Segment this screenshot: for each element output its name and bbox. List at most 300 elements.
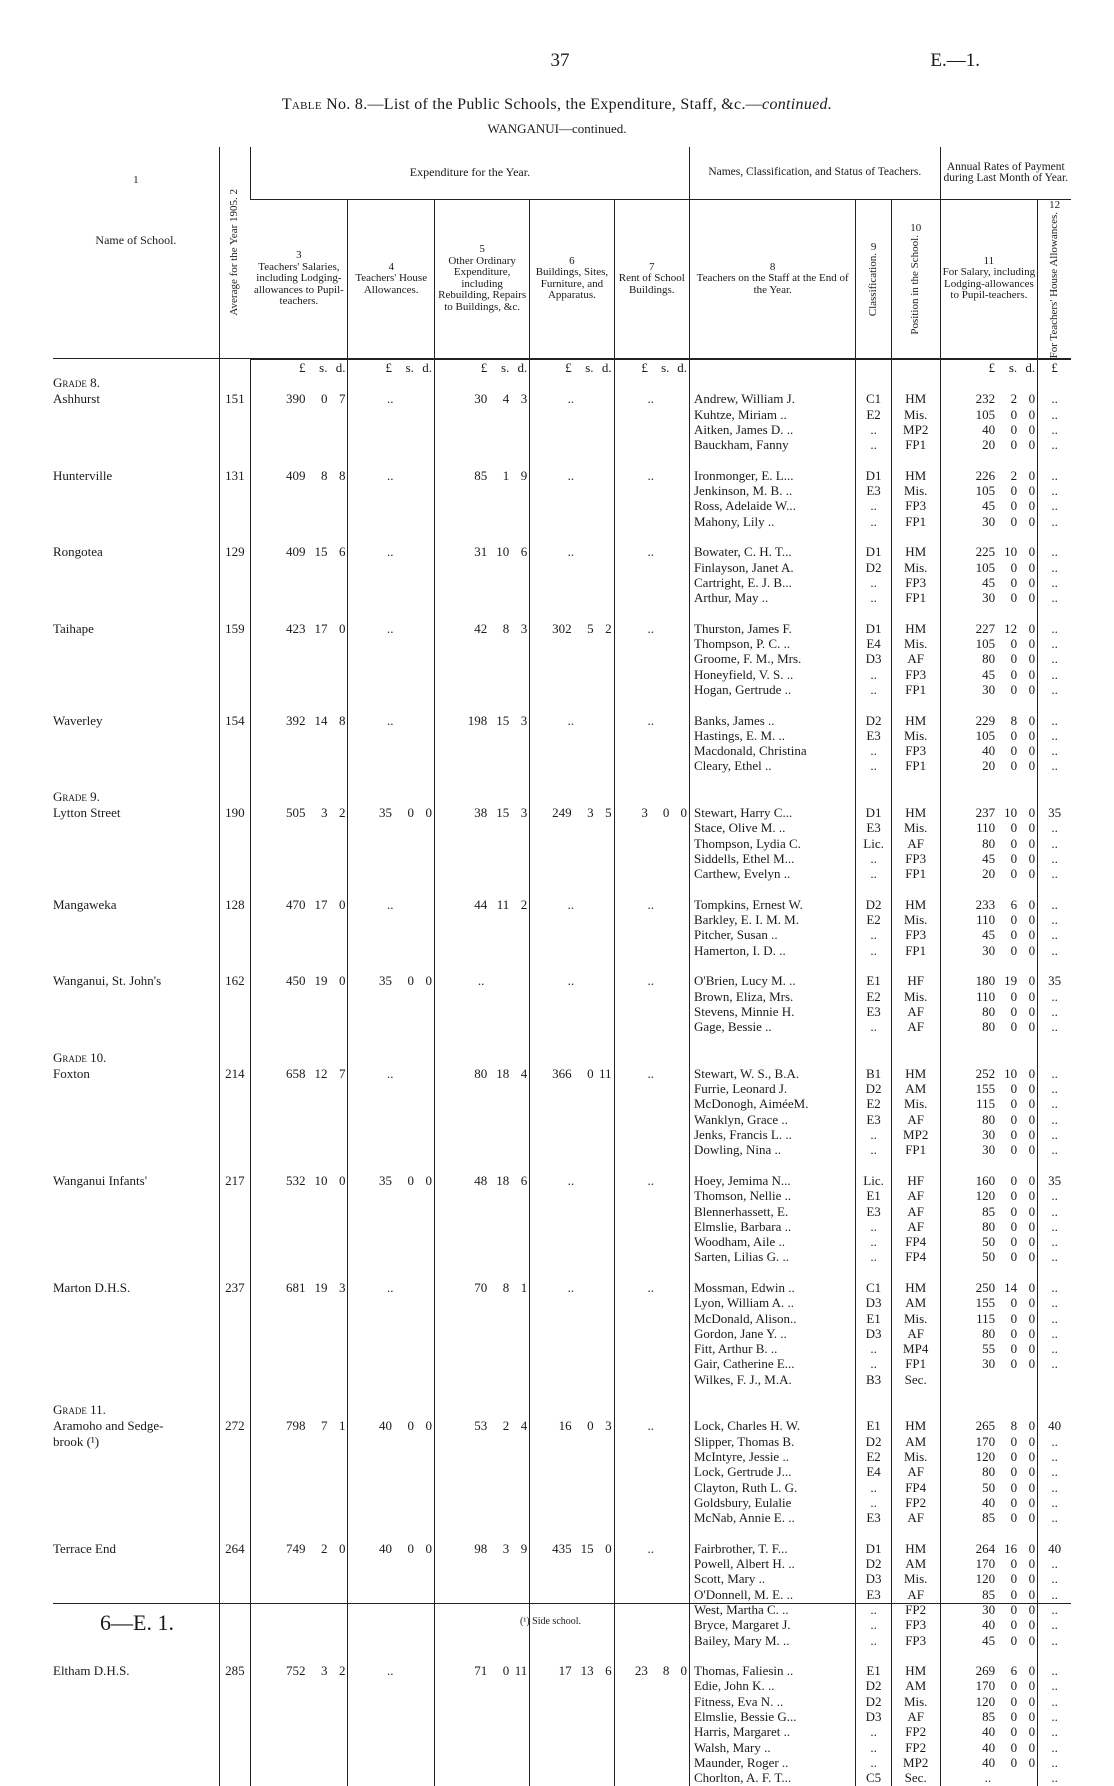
teacher-salary-rate-pounds: 225 <box>975 544 996 560</box>
teacher-house-rate: .. <box>1051 1356 1058 1372</box>
salaries-cell <box>250 713 348 790</box>
teacher-salary-rate <box>941 820 1038 835</box>
teacher-classification: .. <box>870 1479 877 1495</box>
teacher-salary-rate-pence: 0 <box>1028 1280 1036 1295</box>
teacher-name: Elmslie, Barbara .. <box>694 1218 792 1234</box>
empty-cell <box>250 789 348 805</box>
house-allowance-dots: .. <box>386 620 394 636</box>
teacher-position: FP3 <box>905 927 927 943</box>
teacher-classification: D3 <box>865 1709 882 1725</box>
buildings-pounds: 435 <box>552 1540 572 1556</box>
teacher-name: Carthew, Evelyn .. <box>694 866 791 882</box>
teacher-position: AF <box>907 1586 924 1602</box>
salaries-pounds: 658 <box>285 1065 306 1081</box>
teacher-house-rate: 35 <box>1048 1172 1062 1188</box>
teacher-salary-rate <box>941 1066 1038 1081</box>
teacher-name: Tompkins, Ernest W. <box>694 896 803 912</box>
teacher-salary-rate <box>941 590 1038 605</box>
average-attendance: 214 <box>219 1066 250 1173</box>
teacher-salary <box>941 468 1038 483</box>
teacher-salary-rate <box>941 1449 1038 1464</box>
house-allowance <box>348 1418 433 1433</box>
teacher-name: Elmslie, Bessie G... <box>694 1709 797 1725</box>
teacher-salary <box>941 1449 1038 1464</box>
other-expenditure-cell <box>434 897 529 974</box>
salaries <box>251 544 348 559</box>
house-rate-cell <box>1038 391 1071 468</box>
teacher-house-rate: .. <box>1051 835 1058 851</box>
house-allowance-cell <box>348 1663 434 1785</box>
house-allowance-dots: .. <box>386 712 394 728</box>
teacher-salary-rate <box>941 1173 1038 1188</box>
buildings-cell <box>530 713 614 790</box>
teacher-house-rate: .. <box>1051 1586 1058 1602</box>
teacher-name: Goldsbury, Eulalie <box>694 1494 792 1510</box>
rent-cell <box>614 713 689 790</box>
rent-pence: 0 <box>680 805 687 821</box>
teacher-salary-rate-pounds: 80 <box>982 1464 996 1480</box>
teacher-classification: E3 <box>866 820 881 836</box>
teacher-house-rate: .. <box>1051 1601 1058 1617</box>
teacher-name: Stevens, Minnie H. <box>694 1003 795 1019</box>
teacher-position: FP3 <box>905 666 927 682</box>
buildings-pounds: 302 <box>552 620 572 636</box>
house-rate-cell <box>1038 1663 1071 1785</box>
other-expenditure-shillings: 18 <box>496 1172 510 1188</box>
teacher-salary-rate-shillings: 0 <box>1010 1571 1018 1587</box>
rent-pounds: 23 <box>634 1663 648 1679</box>
house-rate-cell <box>1038 1280 1071 1402</box>
teacher-position: FP2 <box>905 1724 927 1740</box>
buildings-shillings: 15 <box>580 1540 594 1556</box>
teacher-name: Furrie, Leonard J. <box>694 1081 788 1097</box>
teacher-salary-rate-pounds: 250 <box>975 1280 996 1295</box>
other-expenditure-pounds: 38 <box>474 805 488 821</box>
school-name: Aramoho and Sedge- <box>53 1418 164 1434</box>
buildings-pence: 3 <box>605 1418 612 1434</box>
grade-heading: Grade 9. <box>53 789 100 805</box>
other-expenditure-pence: 11 <box>514 1663 528 1679</box>
empty-cell <box>690 1050 856 1066</box>
rent <box>615 1280 689 1295</box>
teacher-house-rate: .. <box>1051 483 1058 499</box>
rent-dots: .. <box>647 712 655 728</box>
teacher-house-rate: .. <box>1051 1234 1058 1250</box>
teacher-salary <box>941 1142 1038 1157</box>
other-expenditure-cell <box>434 1280 529 1402</box>
teacher-salary-rate-shillings: 2 <box>1010 391 1018 407</box>
rent-dots: .. <box>647 391 655 407</box>
empty-cell <box>219 1050 250 1066</box>
teacher-salary <box>941 621 1038 636</box>
teacher-name: O'Brien, Lucy M. .. <box>694 973 796 989</box>
teacher-classification: E3 <box>866 1003 881 1019</box>
teacher-salary <box>941 1678 1038 1693</box>
buildings-pounds: 16 <box>558 1418 572 1434</box>
teacher-name: Gage, Bessie .. <box>694 1019 772 1035</box>
teacher-salary-rate-pence: 0 <box>1028 1586 1036 1602</box>
teacher-house-rate: .. <box>1051 406 1058 422</box>
teacher-salary-rate-shillings: 0 <box>1010 498 1018 514</box>
teacher-house-rate: .. <box>1051 620 1058 636</box>
salaries-pence: 0 <box>338 896 346 912</box>
teacher-salary-rate-shillings: 10 <box>1004 1065 1018 1081</box>
buildings-dots: .. <box>567 712 575 728</box>
teacher-salary-rate-pounds: 110 <box>976 912 996 928</box>
teacher-position: AF <box>907 1218 924 1234</box>
rent-dots: .. <box>647 1280 655 1295</box>
teacher-salary-rate-shillings: 0 <box>1010 651 1018 667</box>
teacher-name: Scott, Mary .. <box>694 1571 766 1587</box>
buildings <box>530 544 613 559</box>
buildings-cell <box>530 1280 614 1402</box>
teacher-salary-rate <box>941 468 1038 483</box>
teacher-salary-rate-pence: 0 <box>1028 758 1036 774</box>
teacher-salary-rate-pence: 0 <box>1028 1065 1036 1081</box>
grade-row <box>53 375 1071 391</box>
teacher-salary <box>941 973 1038 988</box>
house-allowance <box>348 1541 433 1556</box>
teacher-name: Woodham, Aile .. <box>694 1234 786 1250</box>
teacher-house-rate: .. <box>1051 1739 1058 1755</box>
teacher-salary-rate-shillings: 16 <box>1004 1540 1018 1556</box>
teacher-name: Stewart, W. S., B.A. <box>694 1065 800 1081</box>
classification-cell <box>856 1418 891 1540</box>
school-name-cell <box>53 1418 219 1540</box>
position-cell <box>891 544 940 621</box>
salaries-shillings: 3 <box>320 1663 328 1679</box>
teacher-position: AM <box>905 1295 927 1311</box>
salaries <box>251 1663 348 1678</box>
rent-cell <box>614 1418 689 1540</box>
teacher-salary-rate-shillings: 0 <box>1010 1632 1018 1648</box>
teacher-name: Groome, F. M., Mrs. <box>694 651 802 667</box>
empty-cell <box>940 1402 1038 1418</box>
teacher-salary <box>941 575 1038 590</box>
teacher-salary-rate-pence: 0 <box>1028 574 1036 590</box>
teacher-classification: E3 <box>866 483 881 499</box>
teacher-salary-rate-dots: .. <box>984 1770 992 1786</box>
buildings <box>530 1541 613 1556</box>
teacher-salary-rate <box>941 713 1038 728</box>
teacher-classification: E3 <box>866 1203 881 1219</box>
teacher-house-rate: .. <box>1051 1510 1058 1526</box>
position-cell <box>891 1066 940 1173</box>
teacher-salary-rate <box>941 1587 1038 1602</box>
teacher-classification: .. <box>870 1617 877 1633</box>
salaries <box>251 468 348 483</box>
teacher-salary-rate-shillings: 0 <box>1010 437 1018 453</box>
school-name: Wanganui Infants' <box>53 1172 148 1188</box>
position-cell <box>891 1663 940 1785</box>
teacher-name: Edie, John K. .. <box>694 1678 775 1694</box>
teacher-salary <box>941 1495 1038 1510</box>
teacher-house-rate: .. <box>1051 1065 1058 1081</box>
house-allowance-cell <box>348 391 434 468</box>
teacher-salary <box>941 590 1038 605</box>
teacher-salary-rate-pence: 0 <box>1028 1433 1036 1449</box>
buildings-cell <box>530 391 614 468</box>
teacher-classification: .. <box>870 590 877 606</box>
position-cell <box>891 1541 940 1663</box>
teacher-house-rate: .. <box>1051 651 1058 667</box>
position-cell <box>891 1173 940 1280</box>
teacher-salary-rate-pence: 0 <box>1028 1571 1036 1587</box>
other-expenditure-pounds: 85 <box>474 467 488 483</box>
rent <box>615 1418 689 1433</box>
rent <box>615 973 689 988</box>
footnote: (¹) Side school. <box>520 1616 582 1627</box>
teacher-salary-rate <box>941 1709 1038 1724</box>
teacher-salary-rate-pounds: 155 <box>975 1081 996 1097</box>
house-allowance-pence: 0 <box>425 1418 432 1434</box>
empty-cell <box>690 789 856 805</box>
teacher-salary-rate <box>941 1295 1038 1310</box>
salaries-pounds: 749 <box>285 1540 306 1556</box>
house-rate-cell <box>1038 713 1071 790</box>
teacher-name: Hamerton, I. D. .. <box>694 942 786 958</box>
salaries-pence: 7 <box>338 391 346 407</box>
empty-cell <box>614 789 689 805</box>
teacher-name: Macdonald, Christina <box>694 743 807 759</box>
buildings-cell <box>530 468 614 545</box>
classification-cell <box>856 973 891 1050</box>
teacher-name: Mossman, Edwin .. <box>694 1280 795 1295</box>
teacher-salary-rate-shillings: 0 <box>1010 421 1018 437</box>
teacher-position: AM <box>905 1081 927 1097</box>
teacher-name: Blennerhassett, E. <box>694 1203 789 1219</box>
buildings-pounds: 17 <box>558 1663 572 1679</box>
rent <box>615 1066 689 1081</box>
teacher-salary-rate-pence: 0 <box>1028 1218 1036 1234</box>
teacher-house-rate: .. <box>1051 590 1058 606</box>
teacher-salary-rate-pounds: 115 <box>976 1096 996 1112</box>
teacher-name: Arthur, May .. <box>694 590 769 606</box>
buildings-cell <box>530 1418 614 1540</box>
teacher-salary-rate-shillings: 0 <box>1010 1127 1018 1142</box>
buildings-cell <box>530 897 614 974</box>
teacher-salary-rate-pence: 0 <box>1028 850 1036 866</box>
other-expenditure-cell <box>434 1173 529 1280</box>
other-expenditure <box>435 1663 529 1678</box>
teacher-salary-rate-pounds: 30 <box>982 590 996 606</box>
teacher-salary <box>941 897 1038 912</box>
position-cell <box>891 805 940 897</box>
footer-signature: 6—E. 1. <box>100 1610 174 1635</box>
buildings <box>530 897 613 912</box>
buildings-cell <box>530 1541 614 1663</box>
teacher-house-rate: 35 <box>1048 973 1062 989</box>
school-name-cell <box>53 805 219 897</box>
position-cell <box>891 1280 940 1402</box>
teacher-classification: E1 <box>866 1310 881 1326</box>
other-expenditure-cell <box>434 1066 529 1173</box>
salaries-cell <box>250 805 348 897</box>
teacher-position: FP1 <box>905 758 927 774</box>
teacher-salary-rate-pounds: 40 <box>982 1739 996 1755</box>
teacher-name: Bryce, Margaret J. <box>694 1617 791 1633</box>
salaries-shillings: 3 <box>320 805 328 821</box>
teacher-salary <box>941 1096 1038 1111</box>
teacher-salary-rate-pence: 0 <box>1028 1464 1036 1480</box>
position-cell <box>891 973 940 1050</box>
teacher-salary-rate <box>941 1127 1038 1142</box>
teacher-salary-rate-pence: 0 <box>1028 1510 1036 1526</box>
rent-dots: .. <box>647 1065 655 1081</box>
teacher-classification: .. <box>870 1754 877 1770</box>
teacher-classification: E1 <box>866 973 881 989</box>
grade-heading: Grade 10. <box>53 1049 107 1065</box>
teacher-house-rate: .. <box>1051 1556 1058 1572</box>
salaries-pounds: 798 <box>285 1418 306 1434</box>
teacher-salary-rate-pence: 0 <box>1028 636 1036 652</box>
other-expenditure-shillings: 3 <box>502 1540 510 1556</box>
classification-cell <box>856 713 891 790</box>
teacher-salary-rate <box>941 1096 1038 1111</box>
teacher-house-rate: .. <box>1051 912 1058 928</box>
teacher-salary-rate-shillings: 0 <box>1010 1693 1018 1709</box>
teacher-salary-rate-pounds: 105 <box>975 636 996 652</box>
rent-cell <box>614 973 689 1050</box>
buildings <box>530 973 613 988</box>
teacher-name: Jenks, Francis L. .. <box>694 1127 792 1142</box>
teacher-salary <box>941 728 1038 743</box>
teacher-salary <box>941 1587 1038 1602</box>
salaries-pounds: 752 <box>285 1663 306 1679</box>
salaries-shillings: 15 <box>314 544 328 560</box>
teacher-salary-rate-shillings: 0 <box>1010 1356 1018 1372</box>
salaries-pence: 0 <box>338 620 346 636</box>
teacher-classification: B1 <box>865 1065 882 1081</box>
teacher-salary-rate-pence: 0 <box>1028 590 1036 606</box>
teacher-position: HM <box>905 896 927 912</box>
teacher-house-rate: .. <box>1051 758 1058 774</box>
empty-cell <box>614 1402 689 1418</box>
teacher-name: Hoey, Jemima N... <box>694 1172 791 1188</box>
empty-cell <box>856 789 891 805</box>
salary-rate-cell <box>940 1280 1038 1402</box>
teacher-name: Bauckham, Fanny <box>694 437 789 453</box>
teacher-salary-rate-pence: 0 <box>1028 988 1036 1004</box>
teacher-salary-rate-pence: 0 <box>1028 1479 1036 1495</box>
teacher-salary <box>941 1081 1038 1096</box>
teacher-names-cell <box>690 1280 856 1402</box>
teacher-classification: E3 <box>866 1586 881 1602</box>
teacher-position: HM <box>905 391 927 407</box>
teacher-salary <box>941 805 1038 820</box>
teacher-house-rate: .. <box>1051 1448 1058 1464</box>
teacher-classification: Lic. <box>863 1172 884 1188</box>
teacher-salary-rate-shillings: 0 <box>1010 1111 1018 1127</box>
teacher-position: AM <box>905 1556 927 1572</box>
teacher-salary-rate <box>941 897 1038 912</box>
teacher-house-rate: .. <box>1051 942 1058 958</box>
salaries-pence: 0 <box>338 1172 346 1188</box>
empty-cell <box>530 375 614 391</box>
other-expenditure <box>435 1173 529 1188</box>
empty-cell <box>1038 1050 1071 1066</box>
teacher-salary-rate-pence: 0 <box>1028 942 1036 958</box>
position-cell <box>891 621 940 713</box>
teacher-position: FP3 <box>905 850 927 866</box>
rent <box>615 1663 689 1678</box>
teacher-salary-rate-pounds: 80 <box>982 835 996 851</box>
teacher-name: Brown, Eliza, Mrs. <box>694 988 794 1004</box>
teacher-salary-rate-pounds: 20 <box>982 437 996 453</box>
teacher-salary <box>941 636 1038 651</box>
teacher-salary-rate-pence: 0 <box>1028 866 1036 882</box>
teacher-salary <box>941 544 1038 559</box>
teacher-house-rate: .. <box>1051 1188 1058 1204</box>
salaries-cell <box>250 544 348 621</box>
teacher-position: FP1 <box>905 681 927 697</box>
school-name: Waverley <box>53 712 103 728</box>
teacher-salary-rate-pence: 0 <box>1028 1540 1036 1556</box>
teacher-salary <box>941 1234 1038 1249</box>
teacher-salary-rate-shillings: 0 <box>1010 866 1018 882</box>
teacher-salary <box>941 1740 1038 1755</box>
teacher-position: AF <box>907 1464 924 1480</box>
house-allowance-cell <box>348 621 434 713</box>
bottom-rule <box>53 1603 1071 1604</box>
teacher-name: Wilkes, F. J., M.A. <box>694 1371 792 1387</box>
buildings-pence: 11 <box>599 1065 612 1081</box>
teacher-position: FP1 <box>905 866 927 882</box>
teacher-salary-rate-pounds: 237 <box>975 805 996 821</box>
teacher-position: HM <box>905 805 927 821</box>
title-suffix: continued. <box>762 96 833 113</box>
rent-dots: .. <box>647 467 655 483</box>
teacher-salary-rate <box>941 1480 1038 1495</box>
house-allowance-cell <box>348 805 434 897</box>
other-expenditure <box>435 973 529 988</box>
teacher-classification: .. <box>870 850 877 866</box>
teacher-salary-rate-pence: 0 <box>1028 1142 1036 1158</box>
teacher-classification: D2 <box>865 712 882 728</box>
teacher-salary-rate <box>941 943 1038 958</box>
teacher-classification: E1 <box>866 1663 881 1679</box>
teacher-salary-rate <box>941 1556 1038 1571</box>
teacher-name: Slipper, Thomas B. <box>694 1433 795 1449</box>
title-prefix: Table <box>281 96 322 113</box>
teacher-position: Mis. <box>903 1693 928 1709</box>
teacher-salary-rate-pence: 0 <box>1028 467 1036 483</box>
teacher-salary <box>941 1709 1038 1724</box>
house-allowance-shillings: 0 <box>407 1418 414 1434</box>
teacher-classification: D3 <box>865 1571 882 1587</box>
teacher-name: Fitt, Arthur B. .. <box>694 1341 778 1357</box>
teacher-salary-rate-pounds: 80 <box>982 1003 996 1019</box>
teacher-classification: D2 <box>865 1678 882 1694</box>
other-expenditure <box>435 713 529 728</box>
teacher-position: MP2 <box>903 1754 929 1770</box>
rent-cell <box>614 391 689 468</box>
teacher-names-cell <box>690 468 856 545</box>
teacher-salary-rate-shillings: 0 <box>1010 1325 1018 1341</box>
salaries <box>251 805 348 820</box>
teacher-position: FP2 <box>905 1739 927 1755</box>
buildings-cell <box>530 805 614 897</box>
teacher-salary-rate-pence: 0 <box>1028 927 1036 943</box>
house-allowance <box>348 391 433 406</box>
house-rate-cell <box>1038 1173 1071 1280</box>
teacher-house-rate: .. <box>1051 927 1058 943</box>
teacher-salary-rate-pence: 0 <box>1028 681 1036 697</box>
rent-cell <box>614 1541 689 1663</box>
average-attendance: 129 <box>219 544 250 621</box>
other-expenditure <box>435 1418 529 1433</box>
teacher-position: AF <box>907 1510 924 1526</box>
